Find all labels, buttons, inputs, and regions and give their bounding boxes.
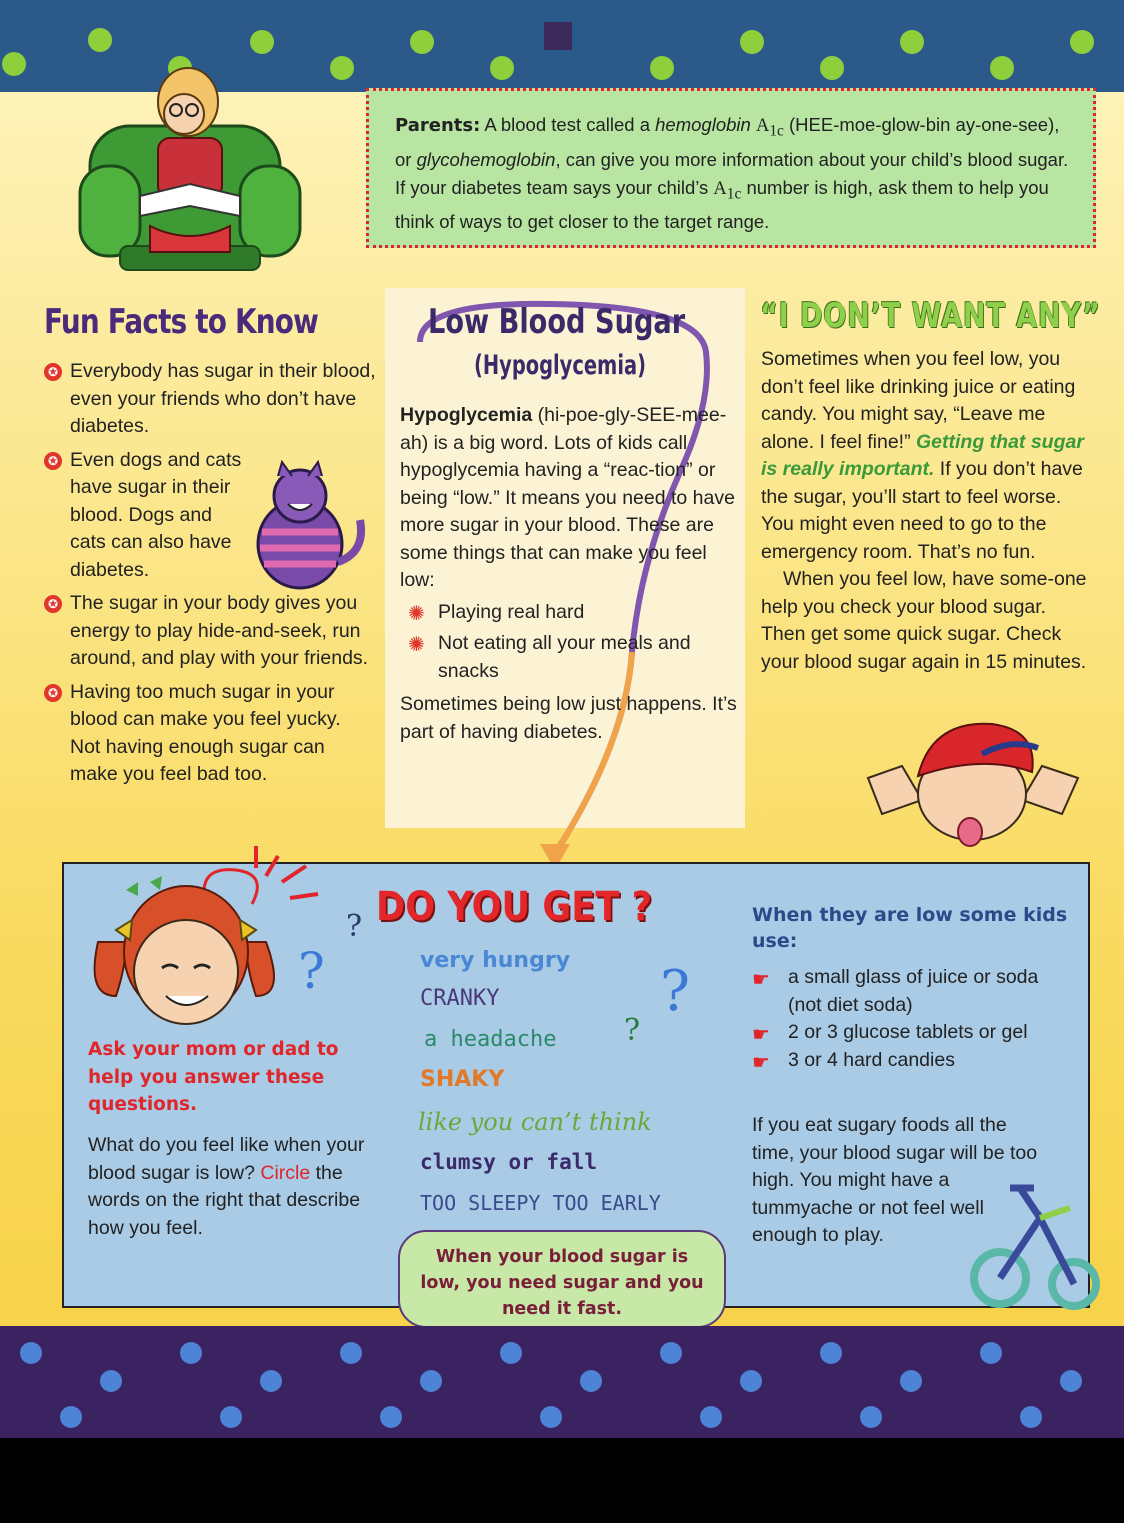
boy-making-face-illustration bbox=[862, 714, 1084, 852]
fun-fact-item: ✪ Even dogs and cats have sugar in their blood. Dogs and cats can also have diabetes. bbox=[42, 447, 250, 585]
symptom-word[interactable]: CRANKY bbox=[420, 986, 500, 1011]
symptom-word[interactable]: like you can’t think bbox=[418, 1108, 652, 1136]
sunburst-bullet-icon: ✺ bbox=[408, 602, 425, 625]
feel-question-text: What do you feel like when your blood sugar is low? Circle the words on the right that describe how you feel. bbox=[88, 1134, 365, 1239]
circle-word: Circle bbox=[260, 1161, 311, 1184]
striped-cat-illustration bbox=[248, 462, 376, 590]
star-bullet-icon: ✪ bbox=[44, 452, 62, 470]
a1c-label-1: $A_{1c}$ bbox=[755, 116, 784, 140]
parents-label: Parents: bbox=[395, 115, 481, 136]
pointing-hand-icon: ☛ bbox=[752, 1024, 770, 1046]
hypoglycemia-intro: Hypoglycemia (hi-poe-gly-SEE-mee-ah) is a big word. Lots of kids call hypoglycemia having a “reac-tion” or being “low.” It means you need to have more sugar in your blood. These are some things that can make you feel low: bbox=[400, 404, 735, 591]
a1c-label-2: $A_{1c}$ bbox=[713, 178, 742, 203]
parents-note-box bbox=[366, 88, 1096, 248]
low-blood-sugar-title: Low Blood Sugar bbox=[428, 302, 686, 342]
bottom-decorative-band bbox=[0, 1326, 1124, 1438]
fun-facts-title: Fun Facts to Know bbox=[44, 302, 319, 342]
dont-want-paragraph-1: Sometimes when you feel low, you don’t feel like drinking juice or eating candy. You might say, “Leave me alone. I feel fine!” Getting that sugar is really important. If you don’t have the sugar, you’ll start to feel worse. You might even need to go to the emergency room. That’s no fun. bbox=[761, 348, 1084, 563]
term-glycohemoglobin: glycohemoglobin bbox=[416, 148, 556, 170]
question-marks-left-decoration bbox=[296, 900, 376, 1000]
fun-fact-item: ✪ The sugar in your body gives you energy to play hide-and-seek, run around, and play with your friends. bbox=[42, 590, 370, 673]
quick-sugar-item: ☛ a small glass of juice or soda (not diet soda) bbox=[752, 966, 1039, 1016]
symptom-word[interactable]: clumsy or fall bbox=[420, 1150, 598, 1174]
quick-sugar-item: ☛ 3 or 4 hard candies bbox=[752, 1047, 1062, 1075]
symptom-word[interactable]: SHAKY bbox=[420, 1067, 505, 1092]
pointing-hand-icon: ☛ bbox=[752, 1051, 770, 1074]
hypoglycemia-subtitle: (Hypoglycemia) bbox=[474, 350, 646, 381]
sunburst-bullet-icon: ✺ bbox=[408, 634, 425, 656]
dont-want-any-text bbox=[761, 346, 1091, 676]
when-they-are-low-title: When they are low some kids use: bbox=[752, 904, 1068, 952]
symptom-word[interactable]: very hungry bbox=[420, 948, 571, 973]
hypoglycemia-text bbox=[400, 402, 740, 746]
star-bullet-icon: ✪ bbox=[44, 363, 62, 381]
pointing-hand-icon: ☛ bbox=[752, 969, 770, 991]
cause-item: ✺ Playing real hard bbox=[400, 599, 740, 627]
page-marker-square bbox=[544, 22, 572, 50]
dont-want-any-title: “I DON’T WANT ANY” bbox=[760, 296, 1101, 336]
svg-text:?: ? bbox=[624, 1013, 641, 1048]
star-bullet-icon: ✪ bbox=[44, 595, 62, 613]
fun-fact-item: ✪ Everybody has sugar in their blood, even your friends who don’t have diabetes. bbox=[42, 358, 380, 441]
symptom-word[interactable]: a headache bbox=[424, 1027, 557, 1052]
need-sugar-fast-callout: When your blood sugar is low, you need sugar and you need it fast. bbox=[398, 1230, 726, 1328]
tricycle-illustration bbox=[970, 1168, 1104, 1320]
parents-text-3: , can give you more information about your child’s blood sugar. If your diabetes team says your child’s bbox=[395, 148, 1069, 198]
star-bullet-icon: ✪ bbox=[44, 684, 62, 702]
term-hemoglobin: hemoglobin bbox=[655, 114, 751, 135]
quick-sugar-list bbox=[752, 964, 1062, 1074]
cause-item: ✺ Not eating all your meals and snacks bbox=[408, 632, 691, 682]
parents-text-2: (HEE-moe-glow-bin ay-one-see), or bbox=[395, 114, 1060, 170]
question-marks-right-decoration bbox=[620, 950, 700, 1046]
svg-text:?: ? bbox=[660, 959, 691, 1024]
parents-text-4: number is high, ask them to help you think of ways to get closer to the target range. bbox=[395, 176, 1049, 233]
dont-want-paragraph-2: When you feel low, have some-one help you check your blood sugar. Then get some quick sugar. Check your blood sugar again in 15 minutes. bbox=[761, 568, 1087, 673]
ask-parent-instruction: Ask your mom or dad to help you answer these questions. bbox=[88, 1039, 339, 1115]
do-you-get-title: DO YOU GET ? bbox=[376, 884, 653, 930]
sugary-foods-note: If you eat sugary foods all the time, your blood sugar will be too high. You might have a tummyache or not feel well enough to play. bbox=[752, 1114, 1038, 1246]
hypoglycemia-outro: Sometimes being low just happens. It’s part of having diabetes. bbox=[400, 693, 737, 743]
symptom-word[interactable]: TOO SLEEPY TOO EARLY bbox=[420, 1191, 661, 1215]
girl-reading-in-chair-illustration bbox=[80, 56, 300, 278]
fun-fact-item: ✪ Having too much sugar in your blood can make you feel yucky. Not having enough sugar can make you feel bad too. bbox=[42, 679, 375, 789]
quick-sugar-item: ☛ 2 or 3 glucose tablets or gel bbox=[752, 1019, 1038, 1047]
svg-text:?: ? bbox=[346, 909, 363, 944]
parents-text-1: A blood test called a bbox=[480, 114, 656, 135]
svg-text:?: ? bbox=[298, 942, 325, 1000]
